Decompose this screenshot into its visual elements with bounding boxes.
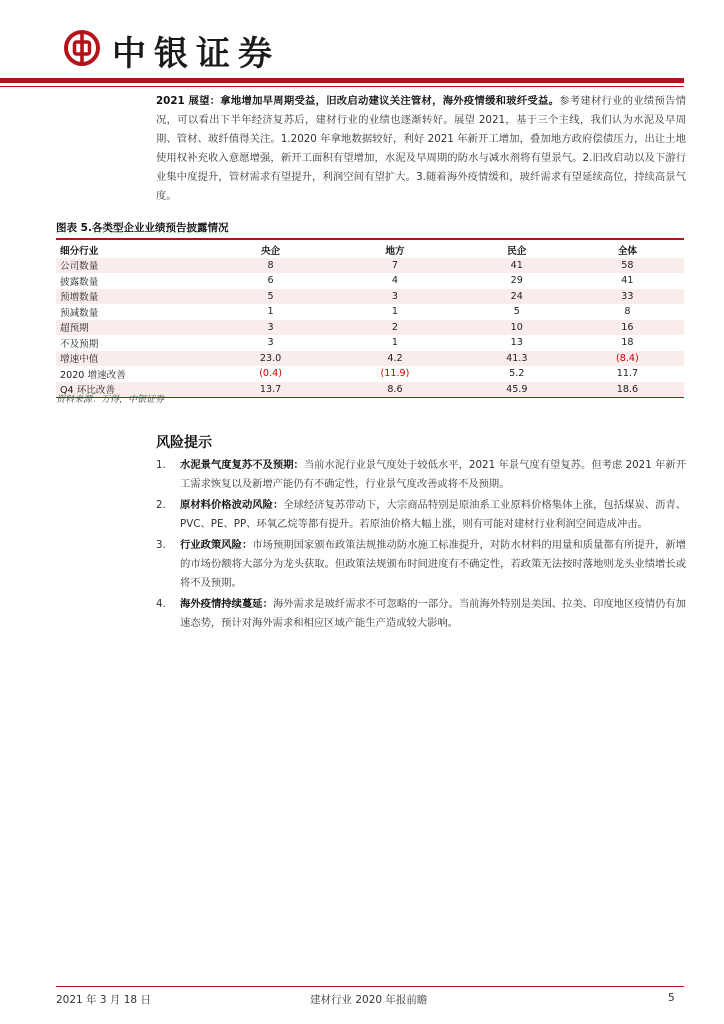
- figure-rule: [56, 238, 684, 240]
- cell-value: (0.4): [259, 368, 282, 380]
- table-row: [56, 304, 684, 320]
- table-cell: [214, 351, 327, 367]
- cell-value: 18: [621, 337, 634, 349]
- figure-title: 图表 5.各类型企业业绩预告披露情况: [56, 222, 229, 234]
- table-cell: [327, 335, 463, 351]
- table-cell: [463, 320, 571, 336]
- cell-value: 1: [267, 306, 274, 318]
- table-cell: [571, 320, 684, 336]
- col-header-all: 全体: [617, 245, 637, 257]
- risk-item-text: 市场预期国家颁布政策法规推动防水施工标准提升，对防水材料的用量和质量都有所提升，新增的市场份额将大部分为龙头获取。但政策法规颁布时间进度有不确定性，若政策无法按时落地则龙头业绩增长或将不及预期。: [180, 539, 687, 589]
- risk-item-text: 当前水泥行业景气度处于较低水平，2021 年景气度有望复苏。但考虑 2021 年新开工需求恢复以及新增产能仍有不确定性，行业景气度改善或将不及预期。: [180, 459, 687, 490]
- footer-doc-title: 建材行业 2020 年报前瞻: [310, 994, 428, 1006]
- cell-value: 5.2: [509, 368, 525, 380]
- header-rule: [0, 78, 684, 83]
- cell-value: 8: [624, 306, 631, 318]
- cell-value: (11.9): [380, 368, 410, 380]
- cell-value: 58: [621, 259, 634, 271]
- cell-value: 18.6: [616, 383, 639, 395]
- table-cell: [463, 366, 571, 382]
- row-label: 预增数量: [56, 289, 214, 305]
- cell-value: 45.9: [506, 383, 528, 395]
- risk-item-number: 2.: [156, 499, 166, 511]
- forecast-table: [56, 242, 684, 398]
- table-cell: [214, 382, 327, 398]
- cell-value: 5: [267, 290, 274, 302]
- table-cell: [571, 273, 684, 289]
- table-row: [56, 351, 684, 367]
- cell-value: 8.6: [387, 383, 403, 395]
- risk-item-number: 3.: [156, 539, 166, 551]
- cell-value: 8: [267, 259, 274, 271]
- cell-value: 6: [267, 275, 274, 287]
- cell-value: 11.7: [616, 368, 639, 380]
- col-header-soe: 央企: [260, 245, 281, 257]
- risk-item-heading: 海外疫情持续蔓延：: [180, 598, 273, 610]
- col-header-segment: 细分行业: [60, 245, 99, 257]
- header-thin-rule: [0, 86, 684, 87]
- cell-value: 4: [391, 275, 398, 287]
- cell-value: 23.0: [259, 352, 282, 364]
- outlook-lead: 2021 展望：拿地增加早周期受益，旧改启动建议关注管材，海外疫情缓和玻纤受益。: [156, 95, 560, 107]
- footer-rule: [56, 986, 684, 987]
- row-label: Q4 环比改善: [56, 382, 214, 398]
- cell-value: 41.3: [506, 352, 528, 364]
- table-cell: [571, 304, 684, 320]
- table-cell: [327, 320, 463, 336]
- table-cell: [463, 351, 571, 367]
- cell-value: 33: [621, 290, 634, 302]
- table-cell: [327, 366, 463, 382]
- cell-value: 24: [510, 290, 523, 302]
- row-label: 不及预期: [60, 338, 99, 350]
- row-label: 增速中值: [56, 351, 214, 367]
- page-header: [0, 0, 724, 90]
- cell-value: 1: [391, 306, 398, 318]
- risk-item-heading: 水泥景气度复苏不及预期：: [180, 459, 304, 471]
- table-header-row: [56, 242, 684, 258]
- row-label: 披露数量: [60, 276, 99, 288]
- page-number: 5: [668, 992, 675, 1004]
- table-cell: [571, 289, 684, 305]
- risk-item-epidemic: [156, 595, 686, 633]
- table-cell: [214, 366, 327, 382]
- risk-item-cement: [156, 456, 686, 494]
- cell-value: 7: [391, 259, 398, 271]
- col-header-local: 地方: [385, 245, 405, 257]
- table-cell: [571, 366, 684, 382]
- table-cell: [463, 289, 571, 305]
- table-cell: [214, 289, 327, 305]
- table-cell: [327, 382, 463, 398]
- cell-value: (8.4): [616, 352, 639, 364]
- risk-item-heading: 行业政策风险：: [180, 539, 253, 551]
- risk-item-number: 1.: [156, 459, 166, 471]
- table-row: [56, 289, 684, 305]
- table-cell: [214, 304, 327, 320]
- table-cell: [571, 258, 684, 274]
- table-cell: [463, 335, 571, 351]
- table-cell: [571, 335, 684, 351]
- bank-of-china-logo-icon: [64, 30, 100, 66]
- table-cell: [214, 273, 327, 289]
- cell-value: 2: [391, 321, 398, 333]
- figure-source: 资料来源：万得，中银证券: [56, 395, 165, 405]
- risk-item-heading: 原材料价格波动风险：: [180, 499, 284, 511]
- table-row: [56, 258, 684, 274]
- cell-value: 16: [621, 321, 634, 333]
- cell-value: 29: [510, 275, 523, 287]
- table-row: [56, 335, 684, 351]
- cell-value: 3: [267, 321, 274, 333]
- table-cell: [327, 289, 463, 305]
- risk-section-title: 风险提示: [156, 435, 212, 451]
- risk-list: [156, 456, 686, 635]
- table-cell: [327, 273, 463, 289]
- table-row: [56, 366, 684, 382]
- cell-value: 13: [510, 337, 523, 349]
- cell-value: 41: [510, 259, 523, 271]
- table-cell: [571, 382, 684, 398]
- table-row: [56, 273, 684, 289]
- row-label: 2020 增速改善: [60, 369, 126, 381]
- risk-item-policy: [156, 536, 686, 593]
- table-cell: [214, 320, 327, 336]
- outlook-paragraph: [156, 92, 686, 206]
- cell-value: 5: [513, 306, 520, 318]
- risk-item-text: 全球经济复苏带动下，大宗商品特别是原油系工业原料价格集体上涨，包括煤炭、沥青、PVC、PE、PP、环氧乙烷等都有提升。若原油价格大幅上涨，则有可能对建材行业利润空间造成冲击。: [180, 499, 687, 530]
- risk-item-text: 海外需求是玻纤需求不可忽略的一部分。当前海外特别是美国、拉美、印度地区疫情仍有加速态势，预计对海外需求和相应区域产能生产造成较大影响。: [180, 598, 687, 629]
- table-cell: [327, 351, 463, 367]
- cell-value: 13.7: [259, 383, 282, 395]
- outlook-body: 参考建材行业的业绩预告情况，可以看出下半年经济复苏后，建材行业的业绩也逐渐转好。展望 2021，基于三个主线，我们认为水泥及早周期、管材、玻纤值得关注。1.2020 年拿地数据较好，利好 2021 年新开工增加，叠加地方政府偿债压力，出让土地使用权补充收入意愿增强，新开工面积有望增加，水泥及早周期的防水与减水剂将有望景气。2.旧改启动以及下游行业集中度提升，管材需求有望提升，利润空间有望扩大。3.随着海外疫情缓和，玻纤需求有望延续高位，持续高景气度。: [156, 95, 686, 202]
- table-cell: [214, 335, 327, 351]
- table-cell: [463, 258, 571, 274]
- col-header-private: 民企: [507, 245, 527, 257]
- cell-value: 10: [510, 321, 523, 333]
- table-cell: [327, 258, 463, 274]
- risk-item-number: 4.: [156, 598, 166, 610]
- table-cell: [327, 304, 463, 320]
- cell-value: 4.2: [387, 352, 403, 364]
- row-label: 公司数量: [56, 258, 214, 274]
- risk-item-raw-material: [156, 496, 686, 534]
- cell-value: 3: [267, 337, 274, 349]
- table-row: [56, 320, 684, 336]
- table-cell: [463, 304, 571, 320]
- row-label: 超预期: [56, 320, 214, 336]
- footer-date: 2021 年 3 月 18 日: [56, 994, 151, 1006]
- table-cell: [214, 258, 327, 274]
- brand-name: 中银证券: [112, 34, 280, 74]
- table-cell: [463, 382, 571, 398]
- table-cell: [463, 273, 571, 289]
- row-label: 预减数量: [60, 307, 99, 319]
- table-cell: [571, 351, 684, 367]
- cell-value: 1: [391, 337, 398, 349]
- cell-value: 3: [391, 290, 398, 302]
- cell-value: 41: [621, 275, 634, 287]
